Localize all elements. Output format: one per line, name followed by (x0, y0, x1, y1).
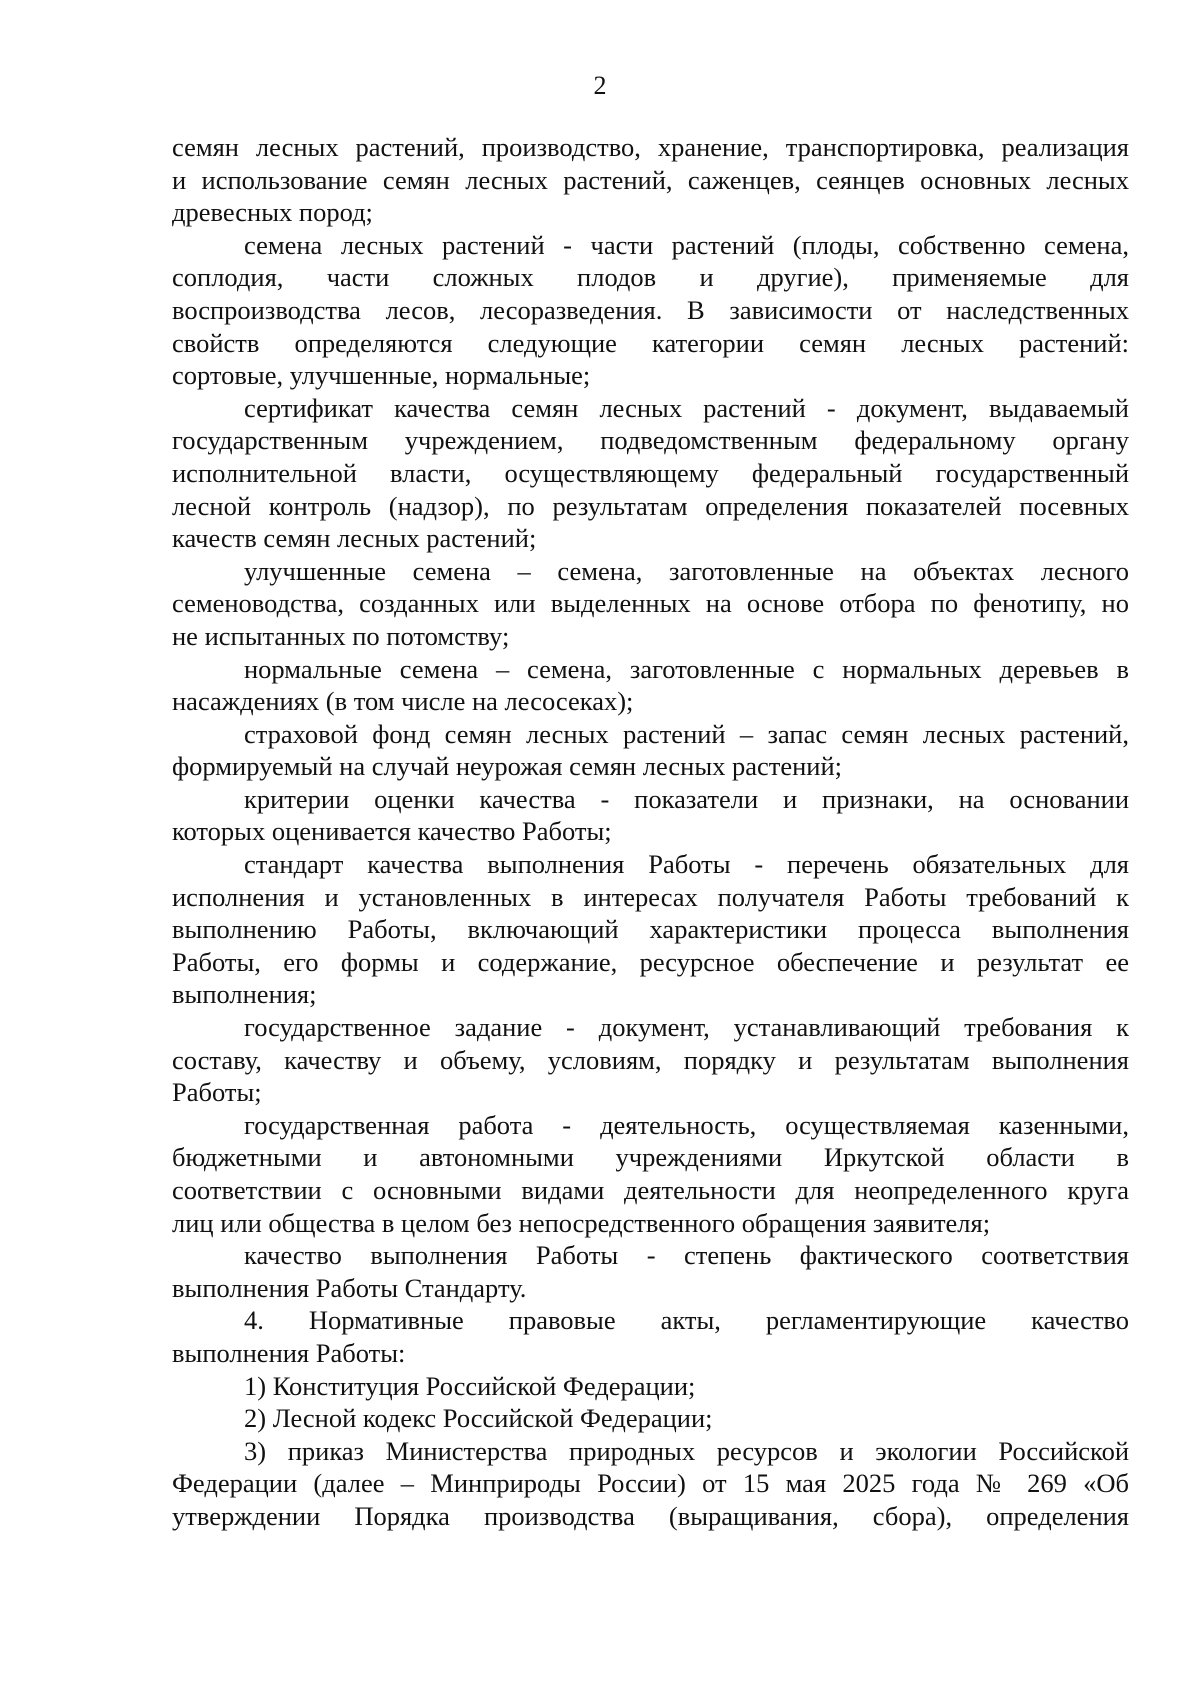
text-line: сертификат качества семян лесных растений - документ, выдаваемый (244, 392, 1129, 423)
text-line: семян лесных растений, производство, хранение, транспортировка, реализация (172, 132, 1129, 162)
text-line: качество выполнения Работы - степень фактического соответствия (244, 1240, 1129, 1271)
text-line: государственным учреждением, подведомственным федеральному органу (172, 425, 1129, 456)
text-line: страховой фонд семян лесных растений – запас семян лесных растений, (244, 718, 1129, 749)
text-line: соплодия, части сложных плодов и другие), применяемые для (172, 262, 1129, 293)
text-line: не испытанных по потомству; (172, 620, 510, 651)
text-line: 4. Нормативные правовые акты, регламентирующие качество (244, 1305, 1129, 1336)
text-line: выполнения Работы Стандарту. (172, 1272, 527, 1303)
text-line: стандарт качества выполнения Работы - перечень обязательных для (244, 849, 1129, 880)
text-line: критерии оценки качества - показатели и признаки, на основании (244, 783, 1129, 814)
text-line: исполнения и установленных в интересах получателя Работы требований к (172, 881, 1129, 912)
text-line: качеств семян лесных растений; (172, 523, 537, 554)
text-line: государственное задание - документ, устанавливающий требования к (244, 1012, 1129, 1043)
text-line: 3) приказ Министерства природных ресурсов и экологии Российской (244, 1435, 1129, 1466)
text-line: семена лесных растений - части растений (плоды, собственно семена, (244, 229, 1129, 260)
text-line: выполнению Работы, включающий характеристики процесса выполнения (172, 914, 1129, 945)
text-line: древесных пород; (172, 197, 373, 228)
text-line: соответствии с основными видами деятельности для неопределенного круга (172, 1175, 1129, 1205)
text-line: составу, качеству и объему, условиям, порядку и результатам выполнения (172, 1044, 1129, 1075)
text-line: свойств определяются следующие категории семян лесных растений: (172, 327, 1129, 358)
text-line: государственная работа - деятельность, осуществляемая казенными, (244, 1109, 1129, 1140)
text-line: утверждении Порядка производства (выращивания, сбора), определения (172, 1500, 1129, 1531)
page-number: 2 (593, 71, 607, 100)
text-line: формируемый на случай неурожая семян лесных растений; (172, 751, 843, 782)
text-line: лесной контроль (надзор), по результатам определения показателей посевных (172, 490, 1129, 521)
text-line: 2) Лесной кодекс Российской Федерации; (244, 1403, 713, 1434)
text-line: лиц или общества в целом без непосредственного обращения заявителя; (172, 1207, 991, 1238)
text-line: и использование семян лесных растений, саженцев, сеянцев основных лесных (172, 164, 1129, 195)
document-body (172, 131, 1129, 1533)
text-line: бюджетными и автономными учреждениями Иркутской области в (172, 1142, 1129, 1173)
text-line: Работы; (172, 1077, 262, 1108)
text-line: исполнительной власти, осуществляющему федеральный государственный (172, 457, 1129, 488)
text-line: Федерации (далее – Минприроды России) от 15 мая 2025 года № 269 «Об (172, 1468, 1129, 1499)
text-line: сортовые, улучшенные, нормальные; (172, 360, 591, 391)
text-line: выполнения Работы: (172, 1337, 406, 1368)
text-line: Работы, его формы и содержание, ресурсное обеспечение и результат ее (172, 946, 1129, 977)
text-line: насаждениях (в том числе на лесосеках); (172, 686, 634, 717)
text-line: выполнения; (172, 979, 317, 1010)
text-line: которых оценивается качество Работы; (172, 816, 612, 847)
text-line: 1) Конституция Российской Федерации; (244, 1370, 696, 1401)
text-line: семеноводства, созданных или выделенных на основе отбора по фенотипу, но (172, 588, 1129, 619)
text-line: улучшенные семена – семена, заготовленные на объектах лесного (244, 555, 1129, 586)
text-line: нормальные семена – семена, заготовленные с нормальных деревьев в (244, 653, 1129, 684)
text-line: воспроизводства лесов, лесоразведения. В зависимости от наследственных (172, 294, 1129, 325)
